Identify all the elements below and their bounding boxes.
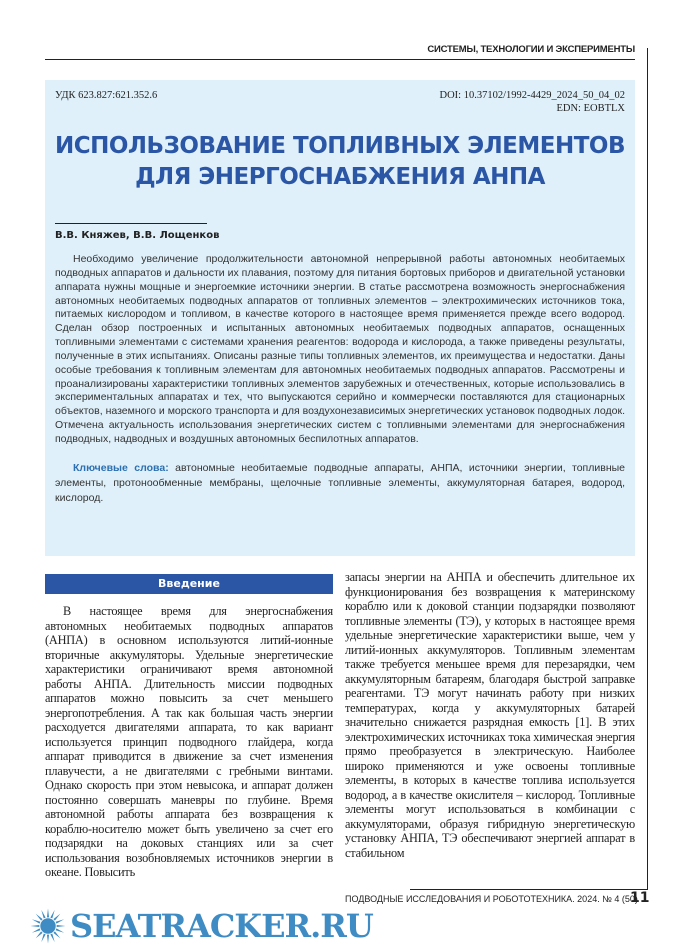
sun-ray bbox=[56, 919, 65, 923]
title-line-2: ДЛЯ ЭНЕРГОСНАБЖЕНИЯ АНПА bbox=[135, 164, 545, 190]
sun-ray bbox=[57, 925, 66, 927]
footer-rule bbox=[410, 889, 648, 890]
keywords bbox=[55, 461, 625, 506]
abstract-box bbox=[45, 80, 635, 556]
body-column-left: В настоящее время для энергоснабжения автономных необитаемых подводных аппаратов (АНПА) в основном используются литий-ионные вторичные аккумуляторы. Удельные энергетические характеристики ограничивают время автономной работы АНПА. Длительность миссии подводных аппаратов можно повысить за счет меньшего энергопотребления. А так как большая часть энергии расходуется двигателями аппарата, то как вариант используется принцип подводного глайдера, когда аппарат приводится в движение за счет изменения плавучести, а не двигателями с гребными винтами. Однако скорость при этом невысока, и аппарат должен постоянно совершать маневры по глубине. Время автономной работы аппарата без возвращения к кораблю-носителю может быть увеличено за счет его подзарядки на доковых станциях или за счет использования возобновляемых источников энергии в океане. Повысить bbox=[45, 604, 333, 879]
journal-footer: ПОДВОДНЫЕ ИССЛЕДОВАНИЯ И РОБОТОТЕХНИКА. 2024. № 4 (50) bbox=[345, 894, 638, 904]
doi-block bbox=[440, 89, 626, 115]
edn: EDN: EOBTLX bbox=[556, 103, 625, 114]
sun-ray bbox=[36, 914, 43, 921]
sun-ray bbox=[53, 914, 60, 921]
keywords-text: автономные необитаемые подводные аппараты, АНПА, источники энергии, топливные элементы, протонообменные мембраны, щелочные топливные элементы, аккумуляторная батарея, водород, кислород. bbox=[55, 461, 625, 504]
title-line-1: ИСПОЛЬЗОВАНИЕ ТОПЛИВНЫХ ЭЛЕМЕНТОВ bbox=[55, 133, 626, 159]
article-title bbox=[55, 131, 625, 193]
header-rule bbox=[45, 59, 635, 60]
sun-ray bbox=[32, 919, 41, 923]
sun-logo-icon bbox=[30, 908, 66, 944]
sun-ray bbox=[56, 928, 65, 932]
watermark: SEATRACKER.RU bbox=[70, 907, 373, 945]
doi: DOI: 10.37102/1992-4429_2024_50_04_02 bbox=[439, 90, 625, 101]
udk-code: УДК 623.827:621.352.6 bbox=[55, 90, 158, 101]
sun-ray bbox=[32, 928, 41, 932]
authors-rule bbox=[55, 223, 207, 224]
meta-row bbox=[55, 89, 625, 115]
sun-ray bbox=[47, 909, 49, 918]
sun-ray bbox=[31, 925, 40, 927]
sun-ray bbox=[41, 934, 45, 943]
section-header: СИСТЕМЫ, ТЕХНОЛОГИИ И ЭКСПЕРИМЕНТЫ bbox=[427, 44, 635, 55]
abstract: Необходимо увеличение продолжительности автономной непрерывной работы автономных необитаемых подводных аппаратов и дальности их плавания, поэтому для питания бортовых приборов и двигательной установки аппарата нужны мощные и энергоемкие источники энергии. В статье рассмотрена возможность энергоснабжения автономных необитаемых подводных аппаратов от топливных элементов – электрохимических источников тока, питаемых кислородом и топливом, в качестве которого в настоящее время применяется прежде всего водород. Сделан обзор построенных и испытанных автономных необитаемых подводных аппаратов, оснащенных топливными элементами с системами хранения реагентов: водорода и кислорода, а также приведены результаты, полученные в этих испытаниях. Описаны разные типы топливных элементов, их преимущества и недостатки. Даны особые требования к топливным элементам для автономных необитаемых подводных аппаратов. Рассмотрены и проанализированы характеристики топливных элементов зарубежных и отечественных, которые использовались в экспериментальных аппаратах и тех, что выпускаются серийно и коммерчески поставляются для стационарных объектов, наземного и морского транспорта и для воздухонезависимых энергетических установок подводных лодок. Отмечена актуальность использования энергетических систем с топливными элементами для энергоснабжения подводных, надводных и воздушных автономных беспилотных аппаратов. bbox=[55, 253, 625, 445]
sun-ray bbox=[36, 931, 43, 938]
authors: В.В. Княжев, В.В. Лощенков bbox=[55, 230, 220, 241]
sun-ray bbox=[41, 910, 45, 919]
page-number: 11 bbox=[630, 890, 650, 906]
sun-ray bbox=[53, 931, 60, 938]
sun-disc bbox=[40, 918, 55, 933]
sun-ray bbox=[47, 935, 49, 944]
body-column-right: запасы энергии на АНПА и обеспечить длительное их функционирования без возвращения к материнскому кораблю или к доковой станции подзарядки позволяют топливные элементы (ТЭ), у которых в настоящее время удельные энергетические характеристики выше, чем у литий-ионных аккумуляторов. Топливным элементам также требуется меньшее время для перезарядки, чем аккумуляторным батареям, благодаря быстрой заправке реагентами. ТЭ могут начинать работу при низких температурах, когда у аккумуляторных батарей значительно снижается разрядная емкость [1]. В этих электрохимических источниках тока химическая энергия прямо преобразуется в электрическую. Наиболее широко применяются и уже освоены топливные элементы, в которых в качестве топлива используется водород, а в качестве окислителя – кислород. Топливные элементы могут использоваться в комбинации с аккумуляторами, образуя гибридную энергетическую установку АНПА, ТЭ обеспечивают энергией аппарат в стабильном bbox=[345, 570, 635, 860]
sun-ray bbox=[50, 934, 54, 943]
vertical-rule bbox=[647, 48, 648, 890]
sun-ray bbox=[50, 910, 54, 919]
section-heading-intro: Введение bbox=[45, 574, 333, 594]
keywords-label: Ключевые слова: bbox=[73, 461, 169, 474]
